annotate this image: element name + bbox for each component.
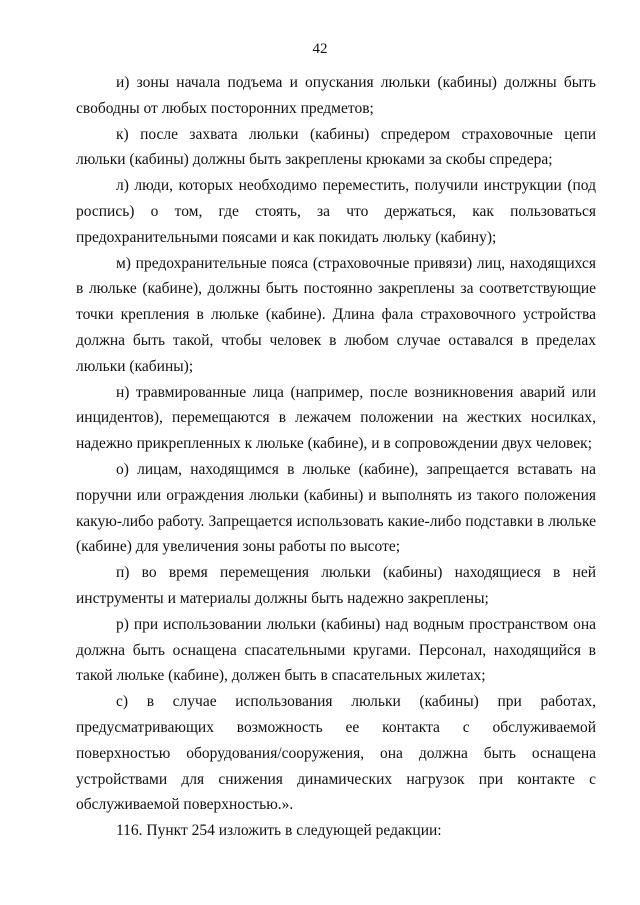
paragraph-116: 116. Пункт 254 изложить в следующей редакции: — [116, 822, 442, 840]
paragraph-o: о) лицам, находящимся в люльке (кабине), запрещается вставать на поручни или ограждения люльки (кабины) и выполнять из такого положения какую-либо работу. Запрещается использовать какие-либо подставки в люльке (кабине) для увеличения зоны работы по высоте; — [76, 460, 596, 556]
paragraph-n: н) травмированные лица (например, после возникновения аварий или инцидентов), перемещаются в лежачем положении на жестких носилках, надежно прикрепленных к люльке (кабине), и в сопровождении двух человек; — [76, 383, 596, 453]
paragraph-l: л) люди, которых необходимо переместить, получили инструкции (под роспись) о том, где стоять, за что держаться, как пользоваться предохранительными поясами и как покидать люльку (кабину); — [76, 177, 596, 246]
paragraph-m: м) предохранительные пояса (страховочные привязи) лиц, находящихся в люльке (кабине), должны быть постоянно закреплены за соответствующие точки крепления в люльке (кабине). Длина фала страховочного устройства должна быть такой, чтобы человек в любом случае оставался в пределах люльки (кабины); — [76, 254, 596, 375]
paragraph-s: с) в случае использования люльки (кабины) при работах, предусматривающих возможность ее контакта с обслуживаемой поверхностью оборудования/сооружения, она должна быть оснащена устройствами для снижения динамических нагрузок при контакте с обслуживаемой поверхностью.». — [76, 693, 596, 814]
page-number: 42 — [312, 41, 328, 57]
paragraph-p: п) во время перемещения люльки (кабины) находящиеся в ней инструменты и материалы должны быть надежно закреплены; — [76, 564, 596, 607]
paragraph-i: и) зоны начала подъема и опускания люльки (кабины) должны быть свободны от любых посторонних предметов; — [76, 74, 596, 117]
paragraph-k: к) после захвата люльки (кабины) спредером страховочные цепи люльки (кабины) должны быть закреплены крюками за скобы спредера; — [76, 125, 596, 169]
paragraph-r: р) при использовании люльки (кабины) над водным пространством она должна быть оснащена спасательными кругами. Персонал, находящийся в такой люльке (кабине), должен быть в спасательных жилетах; — [76, 615, 596, 685]
document-body — [76, 70, 596, 844]
